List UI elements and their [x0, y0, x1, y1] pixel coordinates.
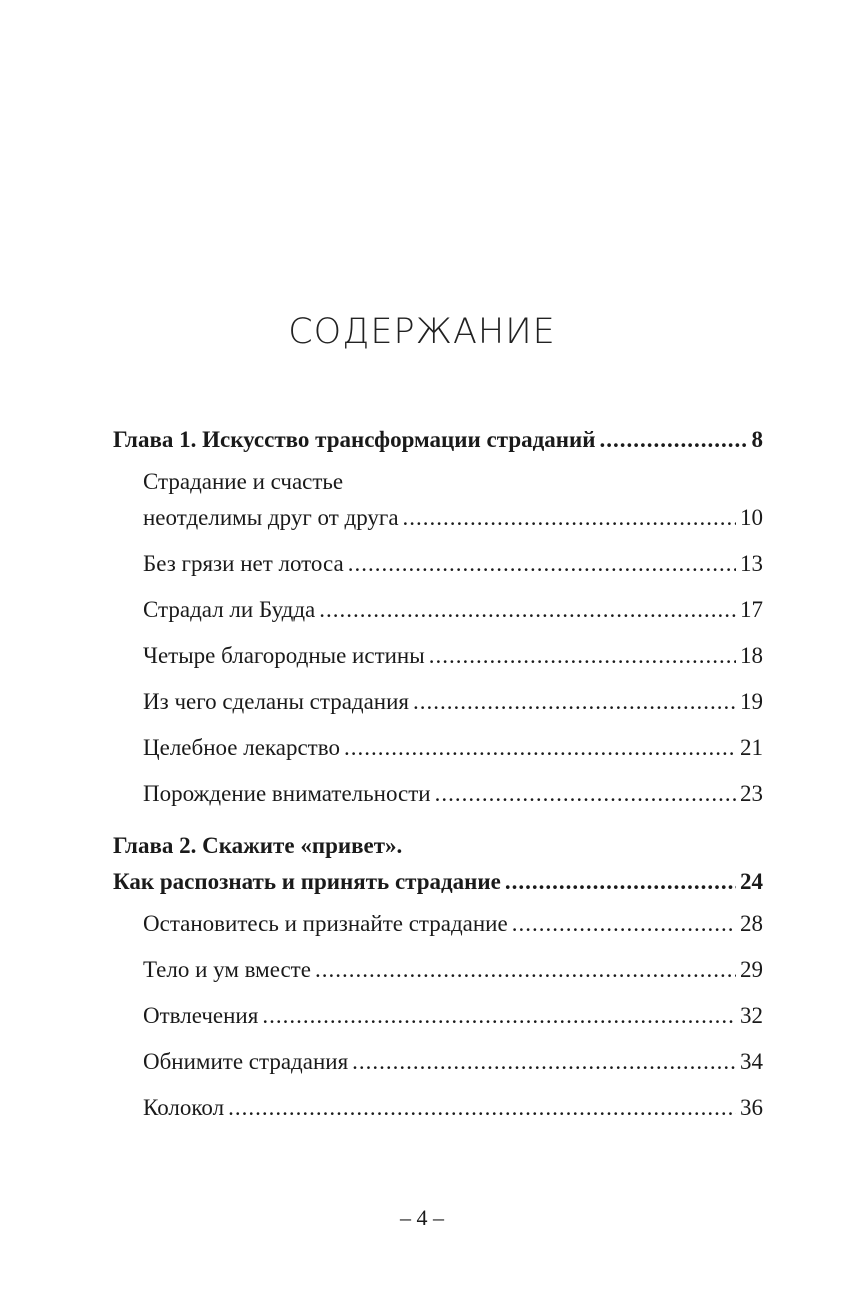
dot-leader — [512, 906, 736, 942]
chapter-title: Глава 1. Искусство трансформации страданий — [113, 427, 596, 452]
toc-section[interactable] — [113, 1044, 763, 1080]
section-title: Целебное лекарство — [143, 735, 340, 760]
section-page: 29 — [740, 957, 763, 982]
chapter-page: 24 — [740, 869, 763, 894]
dot-leader — [319, 592, 736, 628]
toc-section[interactable] — [113, 998, 763, 1034]
dot-leader — [505, 864, 736, 900]
toc-section[interactable] — [113, 684, 763, 720]
section-title: Четыре благородные истины — [143, 643, 425, 668]
section-title: Без грязи нет лотоса — [143, 551, 344, 576]
toc-section[interactable] — [113, 730, 763, 766]
toc-section[interactable] — [113, 952, 763, 988]
section-page: 17 — [740, 597, 763, 622]
section-page: 36 — [740, 1095, 763, 1120]
chapter-page: 8 — [751, 427, 763, 452]
dot-leader — [352, 1044, 736, 1080]
section-title: Остановитесь и признайте страдание — [143, 911, 508, 936]
chapter-title: Как распознать и принять страдание — [113, 869, 501, 894]
dot-leader — [348, 546, 736, 582]
section-title: неотделимы друг от друга — [143, 505, 399, 530]
section-title: Тело и ум вместе — [143, 957, 311, 982]
dot-leader — [315, 952, 736, 988]
dot-leader — [600, 422, 748, 458]
section-page: 18 — [740, 643, 763, 668]
toc-chapter-title-line: Глава 2. Скажите «привет». — [113, 833, 403, 858]
section-title: Колокол — [143, 1095, 225, 1120]
dot-leader — [228, 1090, 736, 1126]
section-page: 21 — [740, 735, 763, 760]
section-page: 13 — [740, 551, 763, 576]
section-title: Порождение внимательности — [143, 781, 431, 806]
page-number: – 4 – — [400, 1205, 444, 1230]
dot-leader — [262, 998, 736, 1034]
toc-section[interactable] — [113, 776, 763, 812]
section-page: 23 — [740, 781, 763, 806]
section-page: 32 — [740, 1003, 763, 1028]
toc-section[interactable] — [113, 1090, 763, 1126]
section-page: 10 — [740, 505, 763, 530]
section-title: Обнимите страдания — [143, 1049, 349, 1074]
toc-section[interactable] — [113, 906, 763, 942]
dot-leader — [413, 684, 736, 720]
section-title: Страдал ли Будда — [143, 597, 316, 622]
toc-section[interactable] — [113, 592, 763, 628]
section-title: Из чего сделаны страдания — [143, 689, 410, 714]
toc-chapter-2[interactable] — [113, 864, 763, 900]
section-page: 19 — [740, 689, 763, 714]
page-title: СОДЕРЖАНИЕ — [288, 312, 556, 352]
toc-chapter-1[interactable] — [113, 422, 763, 458]
toc-section[interactable] — [113, 546, 763, 582]
toc-section[interactable] — [113, 500, 763, 536]
dot-leader — [435, 776, 736, 812]
dot-leader — [403, 500, 736, 536]
dot-leader — [344, 730, 736, 766]
section-page: 34 — [740, 1049, 763, 1074]
section-title: Отвлечения — [143, 1003, 259, 1028]
dot-leader — [429, 638, 736, 674]
toc-section[interactable] — [113, 638, 763, 674]
section-page: 28 — [740, 911, 763, 936]
table-of-contents — [113, 422, 763, 1136]
toc-section-title-line: Страдание и счастье — [143, 469, 344, 494]
